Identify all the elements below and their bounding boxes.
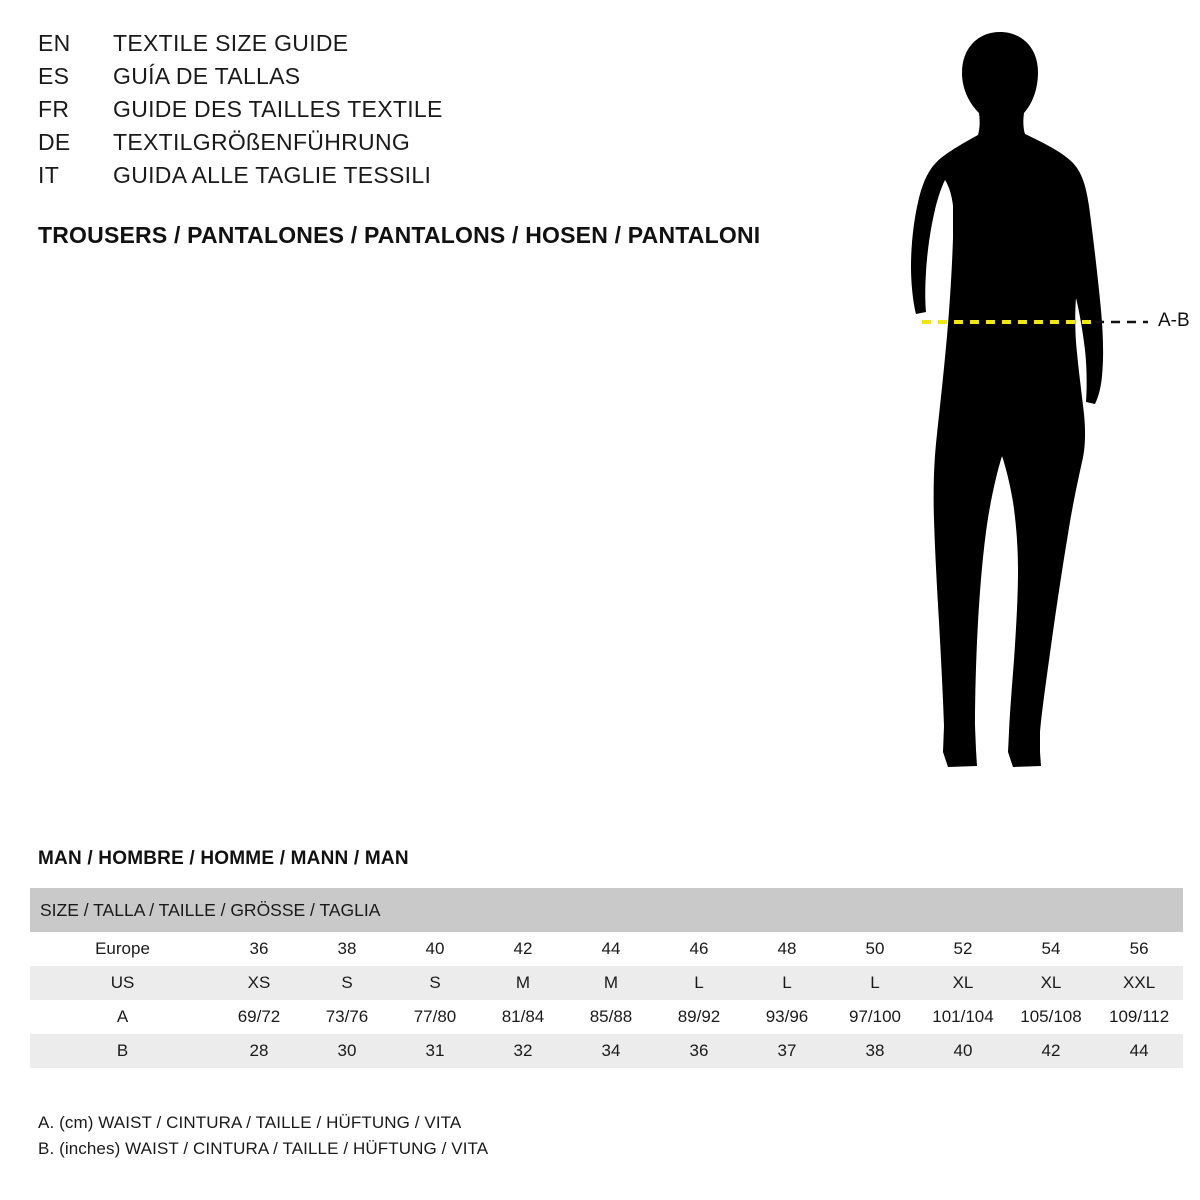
cell-europe-3: 42 bbox=[479, 932, 567, 966]
row-label-a: A bbox=[30, 1000, 215, 1034]
cell-europe-4: 44 bbox=[567, 932, 655, 966]
cell-us-6: L bbox=[743, 966, 831, 1000]
cell-b-1: 30 bbox=[303, 1034, 391, 1068]
language-code: FR bbox=[38, 96, 70, 122]
language-code: ES bbox=[38, 63, 70, 89]
table-row bbox=[30, 1000, 1183, 1034]
language-title-block bbox=[38, 30, 798, 195]
cell-b-4: 34 bbox=[567, 1034, 655, 1068]
cell-a-4: 85/88 bbox=[567, 1000, 655, 1034]
cell-a-3: 81/84 bbox=[479, 1000, 567, 1034]
cell-europe-9: 54 bbox=[1007, 932, 1095, 966]
language-title: TEXTILGRÖßENFÜHRUNG bbox=[113, 129, 411, 155]
language-row-fr bbox=[38, 96, 798, 129]
language-title: GUIDE DES TAILLES TEXTILE bbox=[113, 96, 443, 122]
size-table bbox=[30, 888, 1183, 1068]
language-row-it bbox=[38, 162, 798, 195]
row-label-b: B bbox=[30, 1034, 215, 1068]
cell-us-5: L bbox=[655, 966, 743, 1000]
cell-a-7: 97/100 bbox=[831, 1000, 919, 1034]
footnotes-block bbox=[38, 1110, 938, 1163]
cell-europe-10: 56 bbox=[1095, 932, 1183, 966]
cell-a-9: 105/108 bbox=[1007, 1000, 1095, 1034]
language-title: GUÍA DE TALLAS bbox=[113, 63, 301, 89]
cell-a-1: 73/76 bbox=[303, 1000, 391, 1034]
cell-b-6: 37 bbox=[743, 1034, 831, 1068]
cell-a-8: 101/104 bbox=[919, 1000, 1007, 1034]
cell-b-10: 44 bbox=[1095, 1034, 1183, 1068]
cell-a-5: 89/92 bbox=[655, 1000, 743, 1034]
language-title: GUIDA ALLE TAGLIE TESSILI bbox=[113, 162, 432, 188]
table-row bbox=[30, 966, 1183, 1000]
language-code: DE bbox=[38, 129, 71, 155]
cell-us-9: XL bbox=[1007, 966, 1095, 1000]
language-row-es bbox=[38, 63, 798, 96]
language-code: IT bbox=[38, 162, 60, 188]
cell-a-0: 69/72 bbox=[215, 1000, 303, 1034]
cell-b-8: 40 bbox=[919, 1034, 1007, 1068]
table-header-cell: SIZE / TALLA / TAILLE / GRÖSSE / TAGLIA bbox=[30, 888, 1183, 932]
male-silhouette-icon bbox=[911, 32, 1103, 767]
cell-europe-5: 46 bbox=[655, 932, 743, 966]
cell-us-0: XS bbox=[215, 966, 303, 1000]
footnote-b: B. (inches) WAIST / CINTURA / TAILLE / HÜFTUNG / VITA bbox=[38, 1139, 489, 1159]
cell-europe-7: 50 bbox=[831, 932, 919, 966]
measure-label-a-b: A-B bbox=[1158, 310, 1190, 331]
language-row-de bbox=[38, 129, 798, 162]
cell-a-10: 109/112 bbox=[1095, 1000, 1183, 1034]
footnote-a: A. (cm) WAIST / CINTURA / TAILLE / HÜFTUNG / VITA bbox=[38, 1113, 462, 1132]
cell-us-2: S bbox=[391, 966, 479, 1000]
garment-type-title: TROUSERS / PANTALONES / PANTALONS / HOSEN / PANTALONI bbox=[38, 222, 761, 248]
table-row bbox=[30, 1034, 1183, 1068]
cell-europe-0: 36 bbox=[215, 932, 303, 966]
cell-b-9: 42 bbox=[1007, 1034, 1095, 1068]
cell-us-3: M bbox=[479, 966, 567, 1000]
table-header-row bbox=[30, 888, 1183, 932]
cell-b-2: 31 bbox=[391, 1034, 479, 1068]
cell-a-6: 93/96 bbox=[743, 1000, 831, 1034]
cell-europe-8: 52 bbox=[919, 932, 1007, 966]
language-row-en bbox=[38, 30, 798, 63]
cell-us-8: XL bbox=[919, 966, 1007, 1000]
cell-us-4: M bbox=[567, 966, 655, 1000]
cell-europe-1: 38 bbox=[303, 932, 391, 966]
cell-us-1: S bbox=[303, 966, 391, 1000]
language-title: TEXTILE SIZE GUIDE bbox=[113, 30, 349, 56]
size-table-section bbox=[30, 848, 1180, 1068]
cell-b-7: 38 bbox=[831, 1034, 919, 1068]
cell-a-2: 77/80 bbox=[391, 1000, 479, 1034]
row-label-europe: Europe bbox=[30, 932, 215, 966]
table-row bbox=[30, 932, 1183, 966]
gender-label: MAN / HOMBRE / HOMME / MANN / MAN bbox=[38, 848, 409, 869]
cell-us-10: XXL bbox=[1095, 966, 1183, 1000]
figure-illustration bbox=[810, 10, 1200, 810]
cell-b-5: 36 bbox=[655, 1034, 743, 1068]
cell-b-3: 32 bbox=[479, 1034, 567, 1068]
language-code: EN bbox=[38, 30, 71, 56]
cell-us-7: L bbox=[831, 966, 919, 1000]
cell-b-0: 28 bbox=[215, 1034, 303, 1068]
cell-europe-2: 40 bbox=[391, 932, 479, 966]
row-label-us: US bbox=[30, 966, 215, 1000]
cell-europe-6: 48 bbox=[743, 932, 831, 966]
